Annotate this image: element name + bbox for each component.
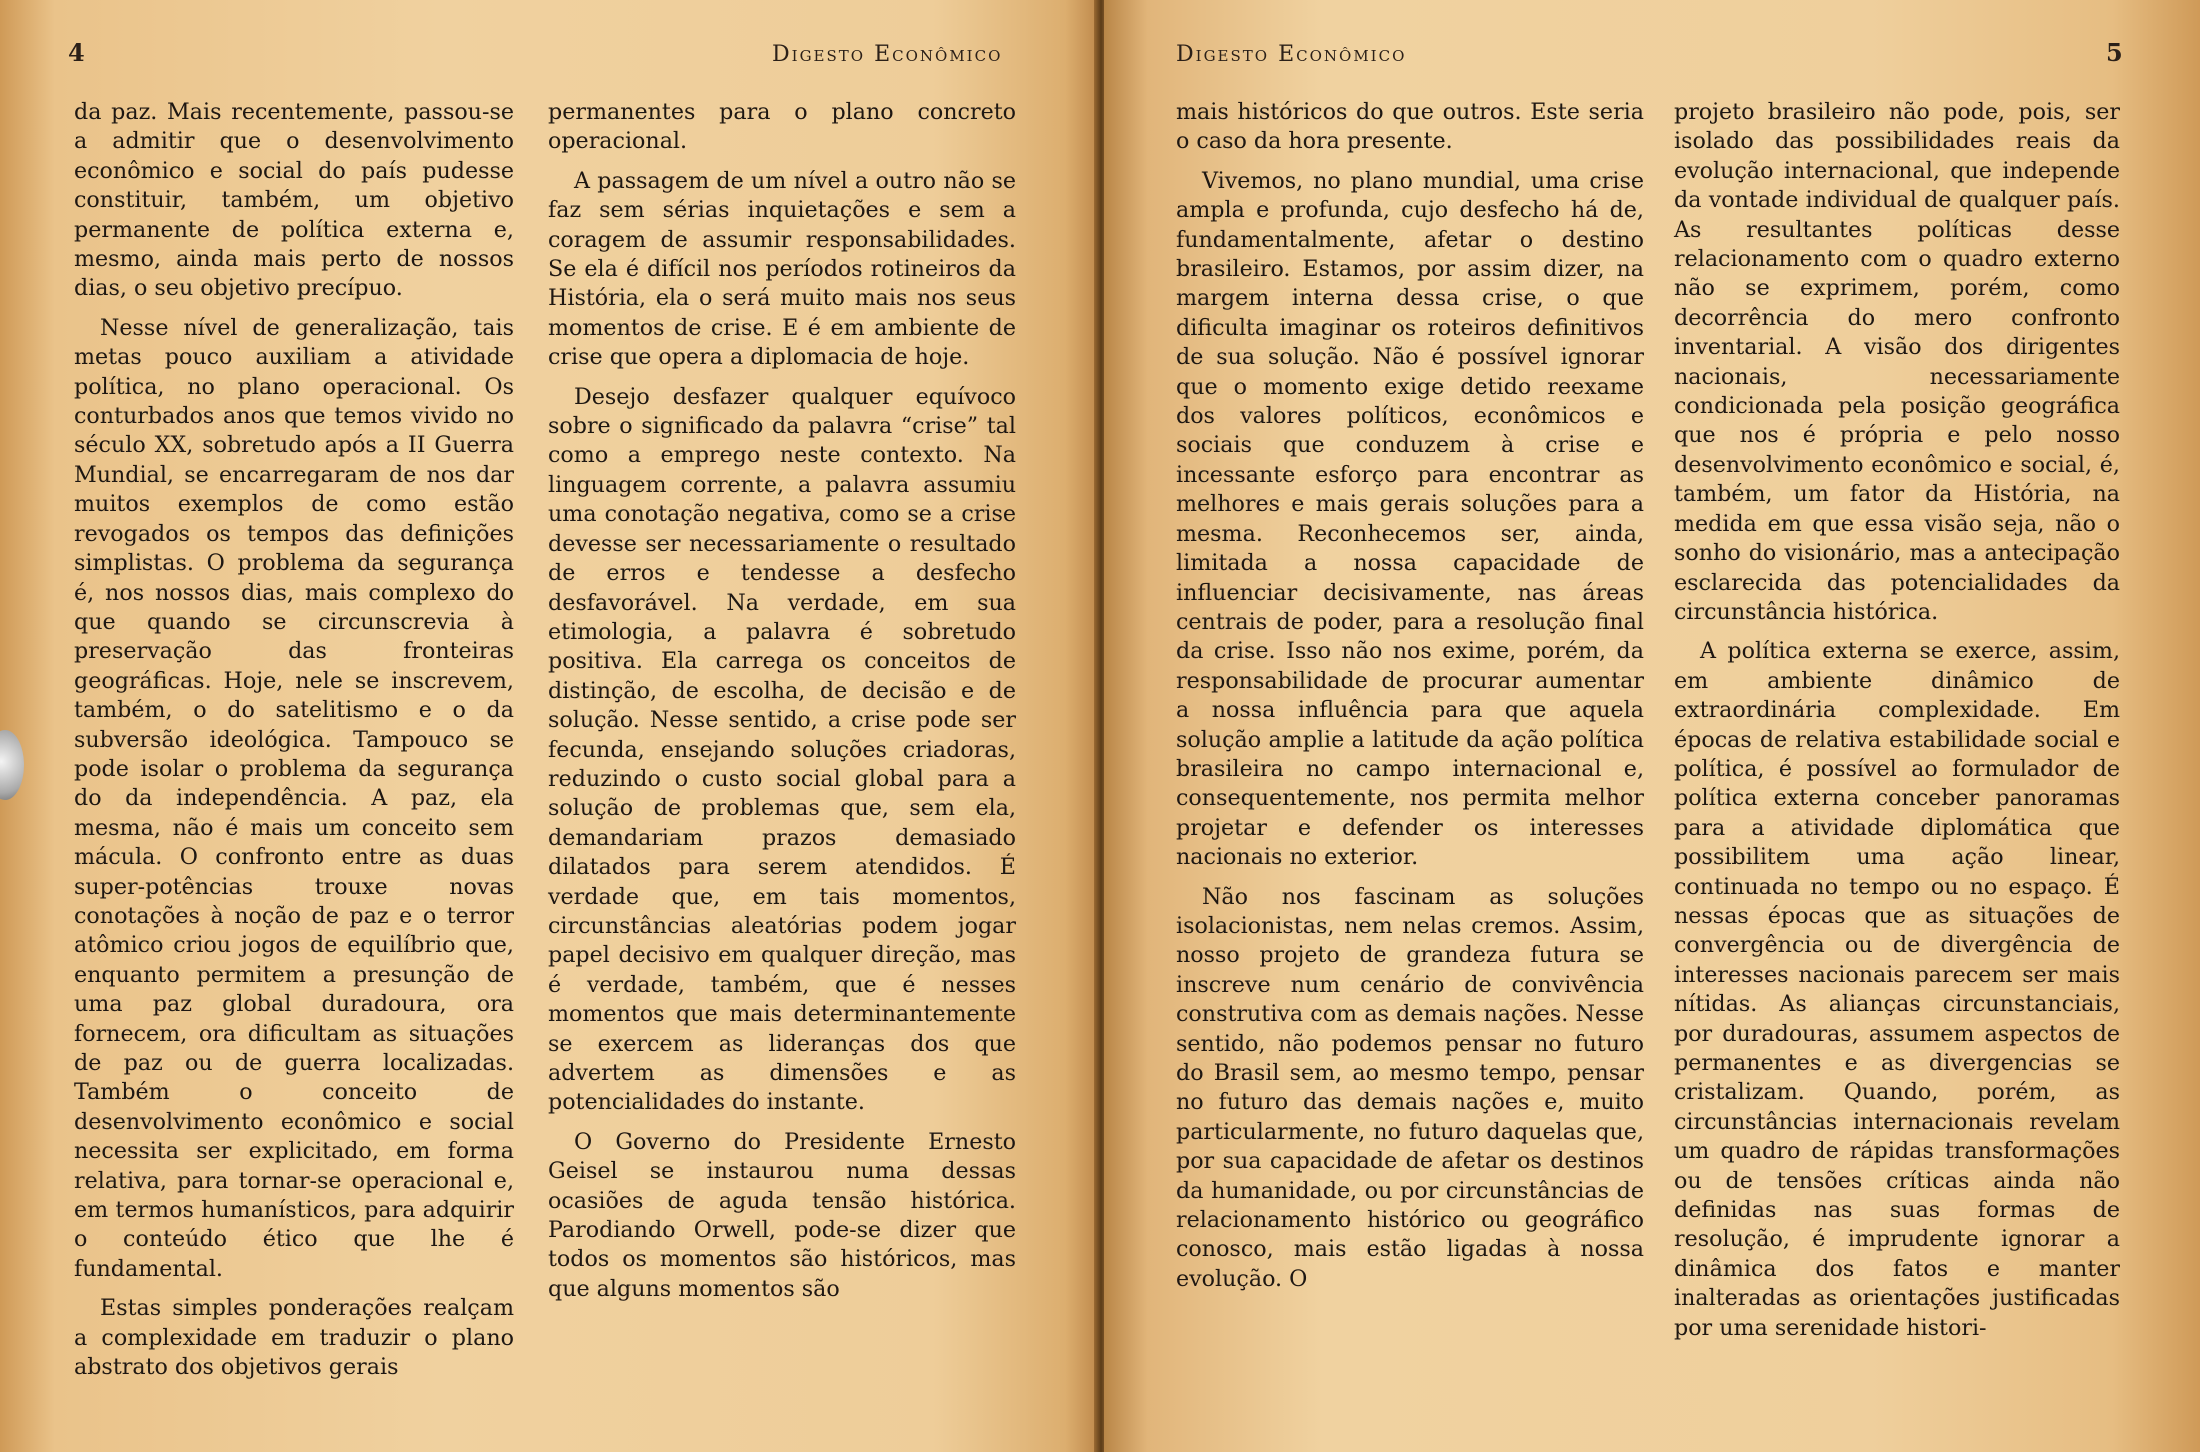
- paragraph: projeto brasileiro não pode, pois, ser isolado das possibilidades reais da evolução internacional, que independe da vontade individual de qualquer país. As resultantes políticas desse relacionamento com o quadro externo não se exprimem, porém, como decorrência do mero confronto inventarial. A visão dos dirigentes nacionais, necessariamente condicionada pela posição geográfica que nos é própria e pelo nosso desenvolvimento econômico e social, é, também, um fator da História, na medida em que essa visão seja, não o sonho do visionário, mas a antecipação esclarecida das potencialidades da circunstância histórica.: [1674, 99, 2120, 625]
- paragraph: Nesse nível de generalização, tais metas pouco auxiliam a atividade política, no plano operacional. Os conturbados anos que temos vivido no século XX, sobretudo após a II Guerra Mundial, se encarregaram de nos dar muitos exemplos de como estão revogados os tempos das definições simplistas. O problema da segurança é, nos nossos dias, mais complexo do que quando se circunscrevia à preservação das fronteiras geográficas. Hoje, nele se inscrevem, também, o do satelitismo e o da subversão ideológica. Tampouco se pode isolar o problema da segurança do da independência. A paz, ela mesma, não é mais um conceito sem mácula. O confronto entre as duas super-potências trouxe novas conotações à noção de paz e o terror atômico criou jogos de equilíbrio que, enquanto permitem a presunção de uma paz global duradoura, ora fornecem, ora dificultam as situações de paz ou de guerra localizadas. Também o conceito de desenvolvimento econômico e social necessita ser explicitado, em forma relativa, para tornar-se operacional e, em termos humanísticos, para adquirir o conteúdo ético que lhe é fundamental.: [74, 314, 514, 1282]
- running-head: Digesto Econômico: [772, 42, 1003, 67]
- paragraph: Vivemos, no plano mundial, uma crise ampla e profunda, cujo desfecho há de, fundamentalmente, afetar o destino brasileiro. Estamos, por assim dizer, na margem interna dessa crise, o que dificulta imaginar os roteiros definitivos de sua solução. Não é possível ignorar que o momento exige detido reexame dos valores políticos, econômicos e sociais que conduzem à crise e incessante esforço para encontrar as melhores e mais gerais soluções para a mesma. Reconhecemos ser, ainda, limitada a nossa capacidade de influenciar decisivamente, nas áreas centrais de poder, para a resolução final da crise. Isso não nos exime, porém, da responsabilidade de procurar aumentar a nossa influência para que aquela solução amplie a latitude da ação política brasileira no campo internacional e, consequentemente, nos permita melhor projetar e defender os interesses nacionais no exterior.: [1176, 167, 1644, 871]
- paragraph: da paz. Mais recentemente, passou-se a admitir que o desenvolvimento econômico e social do país pudesse constituir, também, um objetivo permanente de política externa e, mesmo, ainda mais perto de nossos dias, o seu objetivo precípuo.: [74, 99, 514, 302]
- paper-clip-mark: [0, 730, 24, 800]
- paragraph: permanentes para o plano concreto operacional.: [548, 99, 1016, 155]
- paragraph: A política externa se exerce, assim, em ambiente dinâmico de extraordinária complexidade. Em épocas de relativa estabilidade social e política, é possível ao formulador de política externa conceber panoramas para a atividade diplomática que possibilitem uma ação linear, continuada no tempo ou no espaço. É nessas épocas que as situações de convergência ou de divergência de interesses nacionais parecem ser mais nítidas. As alianças circunstanciais, por duradouras, assumem aspectos de permanentes e as divergencias se cristalizam. Quando, porém, as circunstâncias internacionais revelam um quadro de rápidas transformações ou de tensões críticas ainda não definidas nas suas formas de resolução, é imprudente ignorar a dinâmica dos fatos e manter inalteradas as orientações justificadas por uma serenidade histori-: [1674, 638, 2120, 1341]
- paragraph: mais históricos do que outros. Este seria o caso da hora presente.: [1176, 99, 1644, 155]
- left-page-column-2: [548, 98, 1016, 1314]
- right-page-column-1: [1176, 98, 1644, 1304]
- left-page: [0, 0, 1098, 1452]
- page-number: 4: [68, 38, 85, 67]
- right-page-column-2: [1674, 98, 2120, 1353]
- page-number: 5: [2106, 38, 2123, 67]
- paragraph: A passagem de um nível a outro não se faz sem sérias inquietações e sem a coragem de assumir responsabilidades. Se ela é difícil nos períodos rotineiros da História, ela o será muito mais nos seus momentos de crise. E é em ambiente de crise que opera a diplomacia de hoje.: [548, 167, 1016, 371]
- paragraph: Desejo desfazer qualquer equívoco sobre o significado da palavra “crise” tal como a emprego neste contexto. Na linguagem corrente, a palavra assumiu uma conotação negativa, como se a crise devesse ser necessariamente o resultado de erros e tendesse a desfecho desfavorável. Na verdade, em sua etimologia, a palavra é sobretudo positiva. Ela carrega os conceitos de distinção, de escolha, de decisão e de solução. Nesse sentido, a crise pode ser fecunda, ensejando soluções criadoras, reduzindo o custo social global para a solução de problemas que, sem ela, demandariam prazos demasiado dilatados para serem atendidos. É verdade que, em tais momentos, circunstâncias aleatórias podem jogar papel decisivo em qualquer direção, mas é verdade, também, que é nesses momentos que mais determinantemente se exercem as lideranças dos que advertem as dimensões e as potencialidades do instante.: [548, 383, 1016, 1116]
- right-page: [1104, 0, 2200, 1452]
- paragraph: Não nos fascinam as soluções isolacionistas, nem nelas cremos. Assim, nosso projeto de grandeza futura se inscreve num cenário de convivência construtiva com as demais nações. Nesse sentido, não podemos pensar no futuro do Brasil sem, ao mesmo tempo, pensar no futuro das demais nações e, muito particularmente, no futuro daquelas que, por sua capacidade de afetar os destinos da humanidade, ou por circunstâncias de relacionamento histórico ou geográfico conosco, mais estão ligadas à nossa evolução. O: [1176, 883, 1644, 1292]
- running-head: Digesto Econômico: [1176, 42, 1407, 67]
- paragraph: Estas simples ponderações realçam a complexidade em traduzir o plano abstrato dos objetivos gerais: [74, 1295, 514, 1381]
- left-page-column-1: [74, 98, 514, 1392]
- paragraph: O Governo do Presidente Ernesto Geisel se instaurou numa dessas ocasiões de aguda tensão histórica. Parodiando Orwell, pode-se dizer que todos os momentos são históricos, mas que alguns momentos são: [548, 1128, 1016, 1302]
